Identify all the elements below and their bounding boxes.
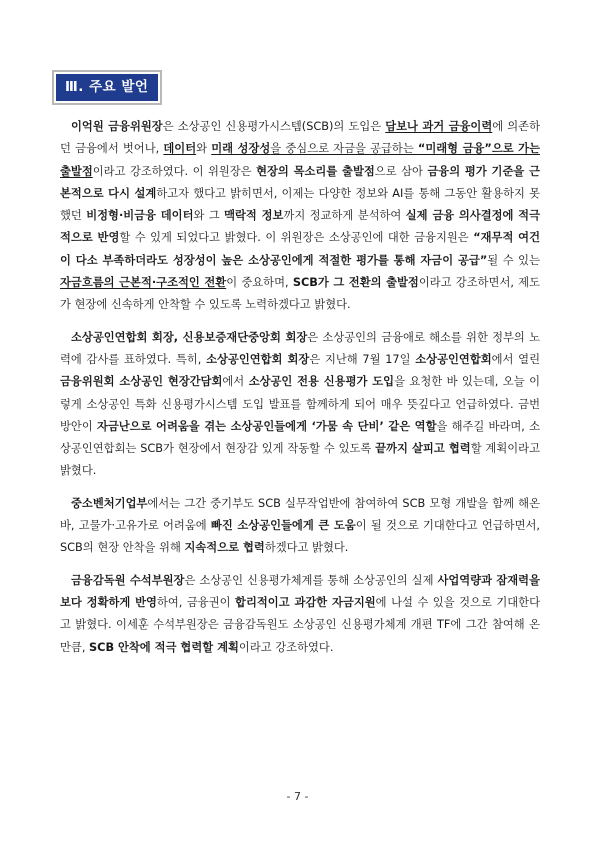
text-run: 소상공인 전용 신용평가 도입 (248, 375, 395, 389)
text-run: 와 그 (193, 209, 225, 223)
text-run: 빠진 소상공인들에게 큰 도움 (210, 519, 356, 533)
text-run: 와 (196, 142, 212, 156)
page-number: - 7 - (286, 790, 309, 803)
text-run: 소상공인연합회 회장, 신용보증재단중앙회 회장 (71, 330, 308, 344)
text-run: 은 지난해 7월 17일 (309, 352, 416, 366)
text-run: 맥락적 정보 (224, 209, 284, 223)
text-run: SCB가 그 전환의 출발점 (292, 276, 419, 290)
paragraph-fss (60, 570, 540, 659)
text-run: “재무적 여건이 다소 부족하더라도 성장성이 높은 소상공인에게 적절한 평가를 통해 자금이 공급” (60, 231, 540, 267)
text-run: 에 나설 수 있을 것으로 기대한다고 밝혔다. 이세훈 수석부원장은 금융감독원도 소상공인 신용평가체계 개편 TF에 그간 참여해 온 만큼, (60, 595, 540, 654)
text-run: 이라고 강조하였다. (238, 640, 334, 654)
text-run: 에서 열린 (491, 352, 541, 366)
text-run: 미래 성장성 (211, 142, 271, 156)
text-run: 실제 금융 의사결정에 적극적으로 반영 (60, 209, 541, 245)
text-run: 금융위원회 소상공인 현장간담회 (60, 375, 223, 389)
text-run: 이억원 금융위원장 (71, 120, 163, 133)
text-run: 이 될 것으로 기대한다고 언급하면서, SCB의 현장 안착을 위해 (60, 519, 540, 555)
paragraph-association (60, 327, 540, 483)
text-run: 하여, 금융권이 (156, 595, 236, 609)
text-run: 이라고 강조하면서, 제도가 현장에 신속하게 안착할 수 있도록 노력하겠다고 밝혔다. (60, 276, 541, 312)
text-run: 에 의존하던 금융에서 벗어나, (60, 120, 540, 156)
body-content (60, 116, 540, 659)
text-run: 소상공인연합회 회장 (206, 352, 310, 366)
text-run: 하겠다고 밝혔다. (264, 541, 349, 555)
text-run: 데이터 (163, 142, 197, 156)
text-run: 이라고 강조하였다. 이 위원장은 (92, 164, 257, 178)
section-header (52, 70, 162, 105)
text-run: 소상공인연합회 (415, 352, 492, 366)
text-run: 현장의 목소리를 출발점 (256, 164, 375, 178)
paragraph-sme-ministry (60, 493, 540, 560)
text-run: 에서 (222, 375, 249, 389)
text-run: 지속적으로 협력 (184, 541, 265, 555)
text-run: 될 수 있는 (487, 253, 540, 267)
text-run: 금융감독원 수석부원장 (71, 573, 185, 587)
text-run: “미래형 금융” (417, 142, 492, 156)
text-run: 에서는 그간 중기부도 SCB 실무작업반에 참여하여 SCB 모형 개발을 함께 해온 바, 고물가·고유가로 어려움에 (60, 496, 540, 533)
text-run: 은 소상공인 신용평가체계를 통해 소상공인의 실제 (184, 573, 438, 587)
text-run: 은 소상공인의 금융애로 해소를 위한 정부의 노력에 감사를 표하였다. 특히, (60, 330, 540, 366)
text-run: 할 계획이라고 밝혔다. (60, 442, 540, 478)
text-run: 을 중심으로 자금을 공급하는 (270, 142, 418, 156)
section-title: Ⅲ. 주요 발언 (56, 74, 158, 101)
text-run: 중소벤처기업부 (71, 496, 148, 510)
text-run: 담보나 과거 금융이력 (385, 120, 493, 133)
text-run: 자금난으로 어려움을 겪는 소상공인들에게 ‘가뭄 속 단비’ 같은 역할 (96, 419, 437, 433)
text-run: 할 수 있게 되었다고 밝혔다. 이 위원장은 소상공인에 대한 금융지원은 (119, 231, 474, 245)
text-run: 자금흐름의 근본적·구조적인 전환 (60, 276, 227, 290)
text-run: 을 해주길 바라며, 소상공인연합회는 SCB가 현장에서 현장감 있게 작동할 수 있도록 (60, 419, 540, 456)
text-run: 으로 가는 출발점 (60, 142, 540, 178)
paragraph-chairman (60, 116, 540, 317)
section-header-wrap (52, 70, 162, 105)
text-run: 은 소상공인 신용평가시스템(SCB)의 도입은 (162, 120, 386, 133)
text-run: 하고자 했다고 밝히면서, 이제는 다양한 정보와 AI를 통해 그동안 활용하지 못했던 (60, 186, 541, 223)
text-run: 합리적이고 과감한 자금지원 (235, 595, 376, 609)
text-run: 사업역량과 잠재력을 보다 정확하게 반영 (60, 573, 541, 609)
text-run: 금융의 평가 기준을 근본적으로 다시 설계 (60, 164, 540, 200)
text-run: SCB 안착에 적극 협력할 계획 (89, 640, 239, 654)
text-run: 으로 삼아 (374, 164, 428, 178)
text-run: 까지 정교하게 분석하여 (283, 209, 406, 223)
text-run: 끝까지 살피고 협력 (375, 442, 471, 456)
text-run: 이 중요하며, (226, 276, 293, 290)
text-run: 을 요청한 바 있는데, 오늘 이렇게 소상공인 특화 신용평가시스템 도입 발표를 함께하게 되어 매우 뜻깊다고 언급하였다. 금번 방안이 (60, 375, 540, 433)
text-run: 비정형·비금융 데이터 (86, 209, 194, 223)
